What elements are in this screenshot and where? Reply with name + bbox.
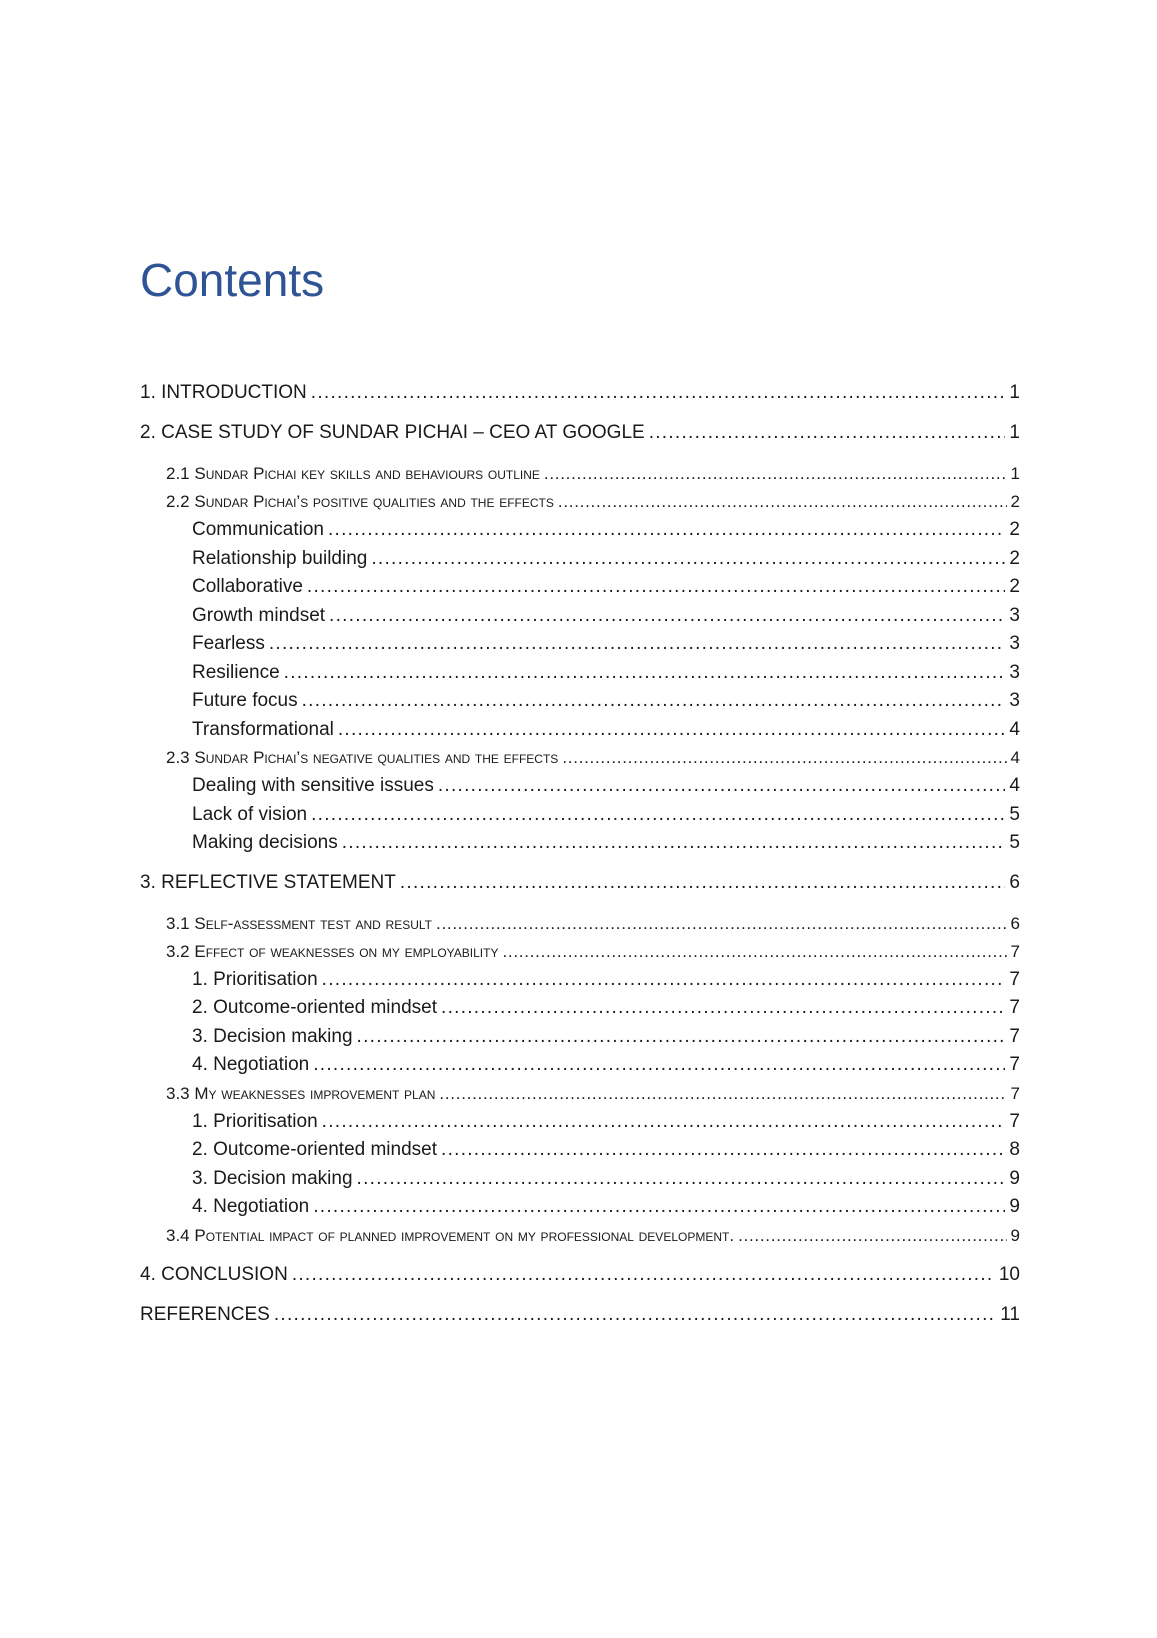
dot-leader (436, 910, 1007, 938)
toc-entry-title: 3.2 Effect of weaknesses on my employability (166, 941, 499, 961)
toc-entry-page-number: 2 (1009, 519, 1020, 540)
toc-entry-page-number: 9 (1010, 1225, 1020, 1245)
dot-leader (338, 716, 1006, 745)
toc-entry-page-number: 6 (1009, 871, 1020, 893)
toc-entry-page-number: 4 (1010, 748, 1020, 767)
toc-entry[interactable] (140, 380, 1020, 406)
toc-entry[interactable] (140, 1080, 1020, 1108)
toc-entry-title: 2.1 Sundar Pichai key skills and behaviours outline (166, 464, 540, 483)
toc-entry-title: 4. Negotiation (192, 1196, 310, 1217)
toc-entry-page-number: 1 (1010, 464, 1020, 483)
dot-leader (322, 966, 1006, 995)
toc-entry-page-number: 9 (1009, 1196, 1020, 1217)
dot-leader (357, 1165, 1006, 1194)
toc-entry[interactable] (140, 870, 1020, 896)
toc-entry-page-number: 4 (1009, 718, 1020, 740)
toc-entry[interactable] (140, 630, 1020, 659)
toc-entry[interactable] (140, 1165, 1020, 1194)
toc-entry-page-number: 9 (1009, 1167, 1020, 1189)
toc-entry[interactable] (140, 994, 1020, 1023)
toc-entry-title: 1. Prioritisation (192, 968, 318, 990)
toc-entry-title: 2. Outcome-oriented mindset (192, 997, 438, 1018)
dot-leader (371, 545, 1005, 574)
toc-entry[interactable] (140, 772, 1020, 801)
toc-entry[interactable] (140, 1023, 1020, 1052)
dot-leader (562, 744, 1006, 772)
dot-leader (292, 1262, 995, 1288)
toc-entry[interactable] (140, 488, 1020, 516)
toc-entry[interactable] (140, 687, 1020, 716)
toc-entry-page-number: 1 (1009, 422, 1020, 443)
toc-entry[interactable] (140, 744, 1020, 772)
toc-entry-title: Growth mindset (192, 604, 326, 626)
dot-leader (311, 801, 1005, 830)
toc-entry-title: 2.2 Sundar Pichai’s positive qualities and the effects (166, 492, 554, 511)
dot-leader (322, 1108, 1006, 1137)
toc-entry-page-number: 7 (1009, 1110, 1020, 1132)
toc-entry-page-number: 2 (1009, 576, 1020, 597)
toc-entry-page-number: 7 (1010, 1083, 1020, 1103)
dot-leader (438, 772, 1006, 801)
dot-leader (558, 488, 1007, 516)
dot-leader (502, 938, 1006, 966)
contents-heading: Contents (140, 254, 325, 306)
toc-entry-page-number: 8 (1009, 1139, 1020, 1160)
dot-leader (738, 1222, 1006, 1250)
toc-entry[interactable] (140, 602, 1020, 631)
dot-leader (313, 1051, 1005, 1080)
dot-leader (441, 994, 1005, 1023)
toc-entry-page-number: 7 (1009, 968, 1020, 990)
toc-entry[interactable] (140, 460, 1020, 488)
section-gap (140, 1250, 1020, 1262)
toc-entry[interactable] (140, 545, 1020, 574)
toc-entry-page-number: 5 (1009, 803, 1020, 825)
dot-leader (274, 1302, 996, 1328)
toc-entry-title: 3. Decision making (192, 1167, 353, 1189)
toc-entry-title: Resilience (192, 661, 280, 683)
dot-leader (400, 870, 1006, 896)
toc-entry[interactable] (140, 659, 1020, 688)
toc-entry-title: 3. REFLECTIVE STATEMENT (140, 871, 396, 893)
dot-leader (357, 1023, 1006, 1052)
dot-leader (649, 420, 1006, 446)
toc-entry-title: 2.3 Sundar Pichai’s negative qualities and the effects (166, 748, 559, 767)
toc-entry-page-number: 10 (998, 1263, 1020, 1285)
toc-entry-page-number: 4 (1009, 775, 1020, 796)
toc-entry-title: Lack of vision (192, 803, 308, 825)
toc-entry-title: Communication (192, 519, 324, 540)
dot-leader (311, 380, 1006, 406)
toc-entry[interactable] (140, 1136, 1020, 1165)
toc-entry[interactable] (140, 801, 1020, 830)
toc-entry-title: 4. CONCLUSION (140, 1263, 288, 1285)
toc-entry-title: 1. Prioritisation (192, 1110, 318, 1132)
toc-entry-title: 3.3 My weaknesses improvement plan (166, 1083, 436, 1103)
toc-entry[interactable] (140, 966, 1020, 995)
toc-entry[interactable] (140, 1222, 1020, 1250)
toc-entry-page-number: 1 (1009, 382, 1020, 403)
toc-entry-page-number: 7 (1009, 1025, 1020, 1047)
dot-leader (269, 630, 1006, 659)
dot-leader (307, 573, 1006, 602)
toc-entry-page-number: 5 (1009, 832, 1020, 853)
toc-entry-page-number: 3 (1009, 604, 1020, 626)
toc-entry-page-number: 2 (1009, 547, 1020, 569)
toc-entry-page-number: 7 (1009, 997, 1020, 1018)
toc-entry[interactable] (140, 938, 1020, 966)
dot-leader (313, 1193, 1005, 1222)
toc-entry-page-number: 3 (1009, 633, 1020, 654)
dot-leader (439, 1080, 1006, 1108)
toc-entry-title: 3. Decision making (192, 1025, 353, 1047)
toc-entry-title: Transformational (192, 718, 334, 740)
dot-leader (302, 687, 1006, 716)
toc-entry-title: Future focus (192, 690, 298, 711)
toc-entry-title: Relationship building (192, 547, 368, 569)
toc-entry-page-number: 11 (1000, 1303, 1020, 1325)
toc-entry-title: 2. CASE STUDY OF SUNDAR PICHAI – CEO AT GOOGLE (140, 422, 645, 443)
toc-entry-page-number: 6 (1010, 913, 1020, 933)
toc-entry-page-number: 3 (1009, 690, 1020, 711)
toc-entry-title: 3.1 Self-assessment test and result (166, 913, 433, 933)
toc-entry-title: Making decisions (192, 832, 338, 853)
toc-entry-page-number: 3 (1009, 661, 1020, 683)
dot-leader (544, 460, 1007, 488)
toc-entry-page-number: 7 (1009, 1054, 1020, 1075)
dot-leader (342, 829, 1006, 858)
section-gap (140, 858, 1020, 870)
dot-leader (284, 659, 1006, 688)
toc-entry-title: Fearless (192, 633, 265, 654)
toc-entry-title: REFERENCES (140, 1303, 270, 1325)
toc-entry-title: 4. Negotiation (192, 1054, 310, 1075)
toc-entry[interactable] (140, 1193, 1020, 1222)
dot-leader (328, 516, 1005, 545)
table-of-contents (140, 380, 1020, 1342)
toc-entry-title: 2. Outcome-oriented mindset (192, 1139, 438, 1160)
toc-entry[interactable] (140, 1302, 1020, 1328)
dot-leader (329, 602, 1005, 631)
toc-entry-title: Dealing with sensitive issues (192, 775, 434, 796)
toc-entry[interactable] (140, 829, 1020, 858)
dot-leader (441, 1136, 1005, 1165)
toc-entry[interactable] (140, 420, 1020, 446)
toc-entry[interactable] (140, 1262, 1020, 1288)
toc-entry[interactable] (140, 573, 1020, 602)
toc-entry-page-number: 7 (1010, 941, 1020, 961)
toc-entry-page-number: 2 (1010, 492, 1020, 511)
toc-entry-title: Collaborative (192, 576, 303, 597)
toc-entry-title: 3.4 Potential impact of planned improvement on my professional development. (166, 1225, 735, 1245)
toc-entry[interactable] (140, 716, 1020, 745)
toc-entry[interactable] (140, 1051, 1020, 1080)
toc-entry-title: 1. INTRODUCTION (140, 382, 307, 403)
toc-entry[interactable] (140, 1108, 1020, 1137)
toc-entry[interactable] (140, 516, 1020, 545)
toc-entry[interactable] (140, 910, 1020, 938)
